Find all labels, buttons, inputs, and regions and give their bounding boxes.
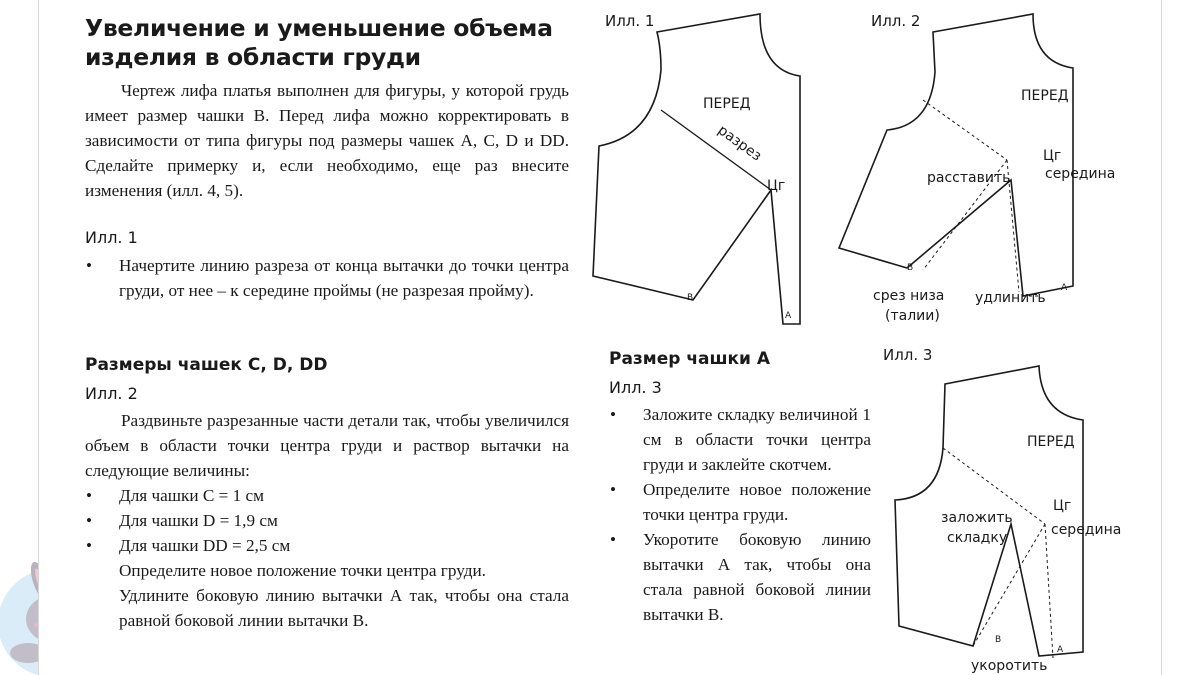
fig2-hem-label-2: (талии)	[885, 308, 940, 324]
section-a-heading: Размер чашки А	[609, 349, 771, 369]
list-item: • Заложите складку величиной 1 см в области точки центра груди и заклейте скотчем.	[609, 402, 871, 477]
ill1-label: Илл. 1	[85, 228, 138, 247]
fig3-point-a: A	[1057, 645, 1064, 655]
fig1-pattern-outline	[593, 14, 800, 324]
fig2-front-label: ПЕРЕД	[1021, 88, 1069, 104]
fig2-middle-label: середина	[1045, 166, 1116, 182]
section-cd-heading: Размеры чашек С, D, DD	[85, 355, 328, 375]
section-cd-outro-2: Удлините боковую линию вытачки А так, чтобы она стала равной боковой линии вытачки В.	[119, 586, 569, 630]
fig1-bust-point-label: Цг	[767, 178, 786, 194]
figure-2-spread	[827, 0, 1127, 330]
fig1-cut-label: разрез	[714, 122, 765, 165]
fig3-fold-label-1: заложить	[941, 510, 1013, 526]
fig2-caption: Илл. 2	[871, 12, 921, 30]
section-cd-intro: Раздвиньте разрезанные части детали так, чтобы увеличился объем в области точки центра груди и раствор вытачки на следующие величины:	[85, 411, 569, 480]
book-page	[38, 0, 1162, 675]
fig1-dart-dashes	[693, 190, 783, 324]
fig3-fold-label-2: складку	[947, 530, 1008, 546]
list-item: • Укоротите боковую линию вытачки А так, чтобы она стала равной боковой линии вытачки В.	[609, 527, 871, 627]
fig3-bust-point-label: Цг	[1053, 498, 1072, 514]
page-title-line-1: Увеличение и уменьшение объема	[85, 14, 553, 42]
fig3-caption: Илл. 3	[883, 346, 933, 364]
page-title	[85, 14, 565, 72]
fig3-point-b: B	[995, 635, 1002, 645]
fig3-fold-dashes	[943, 448, 1053, 658]
ill3-label: Илл. 3	[609, 378, 662, 397]
list-item: • Для чашки С = 1 см	[85, 483, 569, 508]
ill1-bullet-list	[85, 253, 569, 303]
section-cd-outro-1: Определите новое положение точки центра груди.	[119, 561, 486, 580]
fig1-point-b: B	[687, 293, 694, 303]
intro-paragraph: Чертеж лифа платья выполнен для фигуры, у которой грудь имеет размер чашки В. Перед лифа можно корректировать в зависимости от типа фигуры под размеры чашек А, С, D и DD. Сделайте примерку и, если необходимо, еще раз внесите изменения (илл. 4, 5).	[85, 81, 569, 200]
fig3-shorten-label: укоротить	[971, 658, 1048, 674]
fig2-hem-label-1: срез низа	[873, 288, 945, 304]
ill2-label: Илл. 2	[85, 384, 138, 403]
list-item: • Определите новое положение точки центра груди.	[609, 477, 871, 527]
fig3-front-label: ПЕРЕД	[1027, 434, 1075, 450]
fig2-spread-label: расставить	[927, 170, 1011, 186]
fig2-point-b: B	[907, 263, 914, 273]
fig1-caption: Илл. 1	[605, 12, 655, 30]
fig1-point-a: A	[785, 311, 792, 321]
fig2-original-dashes	[923, 100, 1041, 296]
fig2-bust-point-label: Цг	[1043, 148, 1062, 164]
page-title-line-2: изделия в области груди	[85, 43, 421, 71]
fig1-front-label: ПЕРЕД	[703, 96, 751, 112]
figure-1-bodice-cut	[585, 0, 835, 335]
fig2-point-a: A	[1061, 283, 1068, 293]
list-item: • Для чашки DD = 2,5 см	[85, 533, 569, 558]
list-item: • Начертите линию разреза от конца вытачки до точки центра груди, от нее – к середине проймы (не разрезая пройму).	[85, 253, 569, 303]
section-cd-bullet-list	[85, 483, 569, 558]
fig2-lengthen-label: удлинить	[975, 290, 1046, 306]
fig3-middle-label: середина	[1051, 522, 1122, 538]
list-item: • Для чашки D = 1,9 см	[85, 508, 569, 533]
figure-3-fold	[869, 340, 1129, 675]
section-a-bullet-list	[609, 402, 871, 627]
fig2-pattern-outline	[839, 14, 1073, 296]
